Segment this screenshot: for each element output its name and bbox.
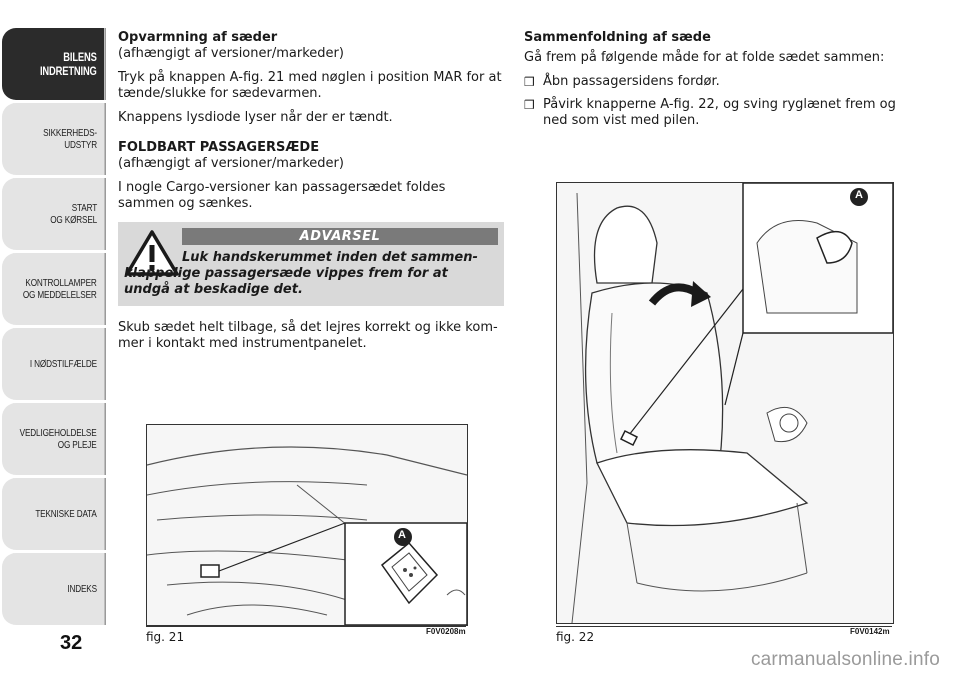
tab-vedligeholdelse[interactable] (2, 403, 106, 475)
tab-label: KONTROLLAMPER OG MEDDELELSER (23, 277, 98, 301)
checkbox-icon: ❒ (524, 75, 535, 89)
paragraph: Knappens lysdiode lyser når der er tændt. (118, 110, 393, 125)
chapter-tabs (2, 28, 106, 628)
list-item-text: Påvirk knapperne A-fig. 22, og sving ryglænet frem og ned som vist med pilen. (543, 97, 896, 128)
tab-indeks[interactable] (2, 553, 106, 625)
section-subtitle: (afhængigt af versioner/markeder) (118, 46, 344, 61)
section-title: Sammenfoldning af sæde (524, 30, 711, 45)
paragraph: Tryk på knappen A-fig. 21 med nøglen i position MAR for at tænde/slukke for sædevarmen. (118, 70, 502, 101)
tab-label: TEKNISKE DATA (35, 508, 97, 520)
checkbox-icon: ❒ (524, 98, 535, 112)
tab-kontrollamper[interactable] (2, 253, 106, 325)
callout-a: A (855, 189, 863, 201)
tab-label: BILENS INDRETNING (40, 50, 97, 78)
figure-code: F0V0208m (426, 627, 466, 636)
section-title: FOLDBART PASSAGERSÆDE (118, 140, 320, 155)
tab-i-nodstilfaelde[interactable] (2, 328, 106, 400)
paragraph: I nogle Cargo-versioner kan passagersædet foldes sammen og sænkes. (118, 180, 446, 211)
section-subtitle: (afhængigt af versioner/markeder) (118, 156, 344, 171)
figure-caption: fig. 21 (146, 630, 185, 644)
tab-sikkerhedsudstyr[interactable] (2, 103, 106, 175)
caption-rule (146, 626, 466, 627)
tab-label: I NØDSTILFÆLDE (30, 358, 97, 370)
figure-caption: fig. 22 (556, 630, 595, 644)
figure-21 (146, 424, 468, 626)
tab-label: VEDLIGEHOLDELSE OG PLEJE (20, 427, 97, 451)
figure-22 (556, 182, 894, 624)
warning-text: Luk handskerummet inden det sammen-klappelige passagersæde vippes frem for at undgå at beskadige det. (124, 250, 478, 297)
list-item-text: Åbn passagersidens fordør. (543, 74, 720, 89)
tab-label: START OG KØRSEL (50, 202, 97, 226)
tab-bilens-indretning[interactable] (2, 28, 106, 100)
seat-heating-illustration (147, 425, 467, 625)
warning-box (118, 222, 504, 306)
tab-label: SIKKERHEDS- UDSTYR (43, 127, 97, 151)
list-item (524, 97, 914, 129)
left-column (118, 30, 504, 360)
tab-start-og-korsel[interactable] (2, 178, 106, 250)
caption-rule (556, 626, 892, 627)
tab-tekniske-data[interactable] (2, 478, 106, 550)
folding-seat-illustration (557, 183, 893, 623)
list-item (524, 74, 914, 90)
tab-label: INDEKS (67, 583, 97, 595)
section-title: Opvarmning af sæder (118, 30, 278, 45)
warning-title: ADVARSEL (182, 228, 498, 245)
callout-a: A (398, 529, 406, 541)
paragraph: Gå frem på følgende måde for at folde sædet sammen: (524, 50, 885, 65)
figure-code: F0V0142m (850, 627, 890, 636)
watermark: carmanualsonline.info (750, 649, 940, 670)
right-column (524, 30, 914, 136)
page-number: 32 (60, 632, 83, 654)
paragraph: Skub sædet helt tilbage, så det lejres korrekt og ikke kom-mer i kontakt med instrumentpanelet. (118, 320, 498, 351)
